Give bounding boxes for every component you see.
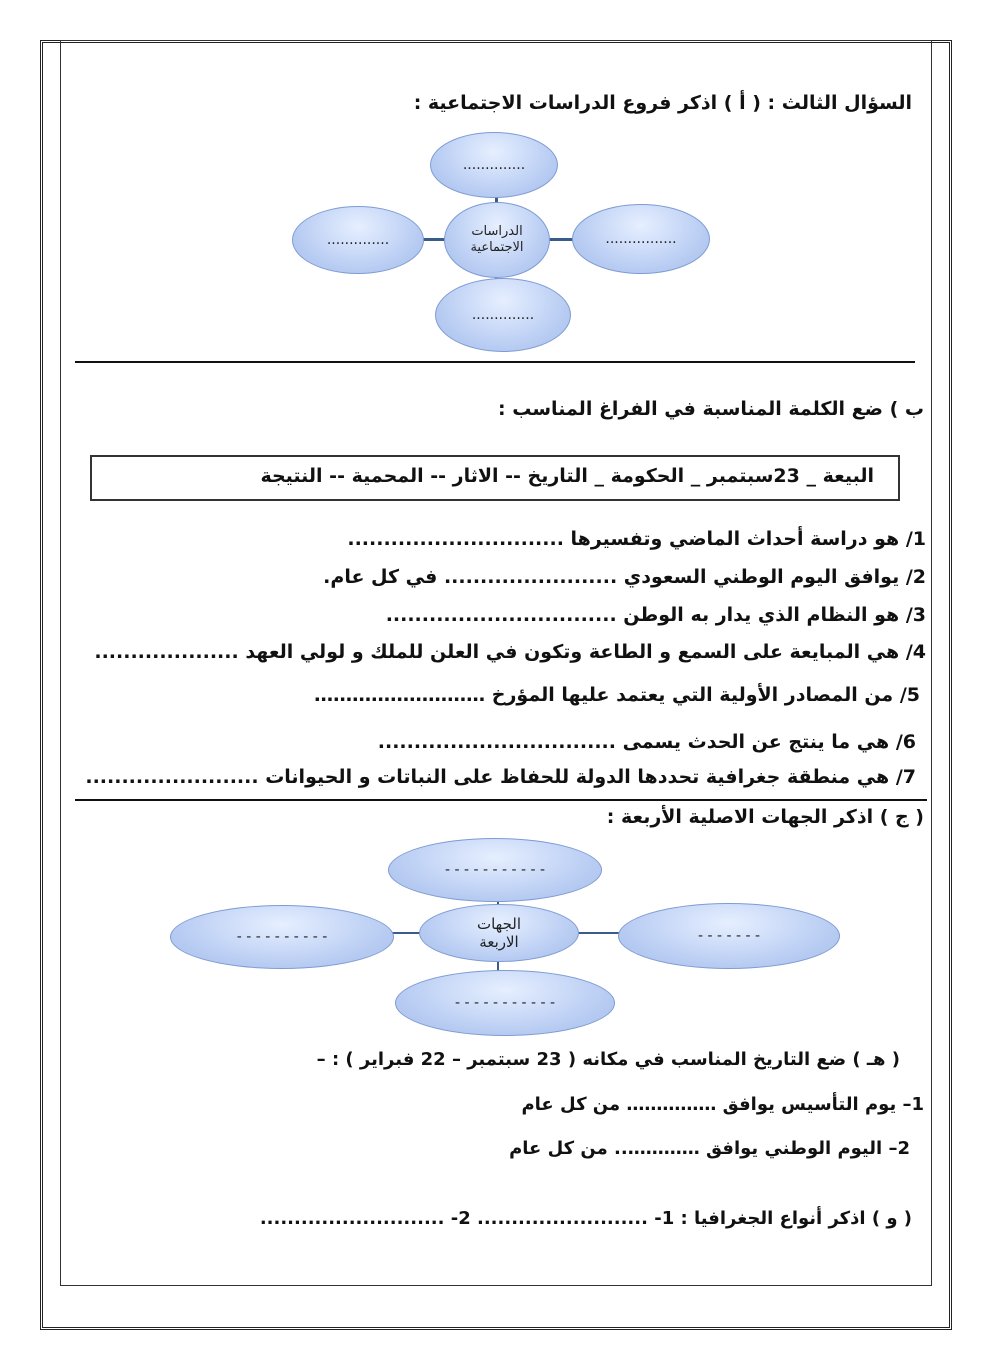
q3-blank-left[interactable]: .............. <box>292 206 424 274</box>
direction-blank-left[interactable]: - - - - - - - - - - <box>170 905 394 969</box>
direction-blank-top[interactable]: - - - - - - - - - - - <box>388 838 602 902</box>
part-b-item-1: 1/ هو دراسة أحداث الماضي وتفسيرها .............................. <box>347 528 926 550</box>
q3-blank-bottom[interactable]: .............. <box>435 278 571 352</box>
part-b-item-2: 2/ يوافق اليوم الوطني السعودي ........................ في كل عام. <box>323 566 926 588</box>
part-b-title: ب ) ضع الكلمة المناسبة في الفراغ المناسب : <box>498 398 924 420</box>
q3-blank-right[interactable]: ................ <box>572 204 710 274</box>
word-bank: البيعة _ 23سبتمبر _ الحكومة _ التاريخ -- الاثار -- المحمية -- النتيجة <box>260 465 874 487</box>
part-b-item-7: 7/ هي منطقة جغرافية تحددها الدولة للحفاظ على النباتات و الحيوانات ........................ <box>85 766 916 788</box>
word-bank-box <box>90 455 900 501</box>
part-h-item-1: 1– يوم التأسيس يوافق …………… من كل عام <box>521 1094 924 1115</box>
part-w-title: ( و ) اذكر أنواع الجغرافيا : 1- ......................... 2- ........................... <box>259 1208 912 1229</box>
part-c-center-node: الجهات الاربعة <box>419 904 579 962</box>
q3-title: السؤال الثالث : ( أ ) اذكر فروع الدراسات الاجتماعية : <box>413 92 912 114</box>
divider-2 <box>75 799 927 801</box>
part-b-item-6: 6/ هي ما ينتج عن الحدث يسمى ................................. <box>377 731 916 753</box>
part-h-item-2: 2– اليوم الوطني يوافق ………….. من كل عام <box>509 1138 910 1159</box>
part-b-item-4: 4/ هي المبايعة على السمع و الطاعة وتكون في العلن للملك و لولي العهد .................... <box>94 641 926 663</box>
part-c-title: ( ج ) اذكر الجهات الاصلية الأربعة : <box>606 806 924 828</box>
direction-blank-right[interactable]: - - - - - - - <box>618 903 840 969</box>
divider-1 <box>75 361 915 363</box>
direction-blank-bottom[interactable]: - - - - - - - - - - - <box>395 970 615 1036</box>
q3-center-node: الدراسات الاجتماعية <box>444 202 550 278</box>
q3-blank-top[interactable]: .............. <box>430 132 558 198</box>
part-b-item-3: 3/ هو النظام الذي يدار به الوطن ................................ <box>385 604 926 626</box>
part-h-title: ( هـ ) ضع التاريخ المناسب في مكانه ( 23 سبتمبر – 22 فبراير ) : – <box>316 1049 900 1070</box>
part-b-item-5: 5/ من المصادر الأولية التي يعتمد عليها المؤرخ ……………………… <box>314 684 920 706</box>
